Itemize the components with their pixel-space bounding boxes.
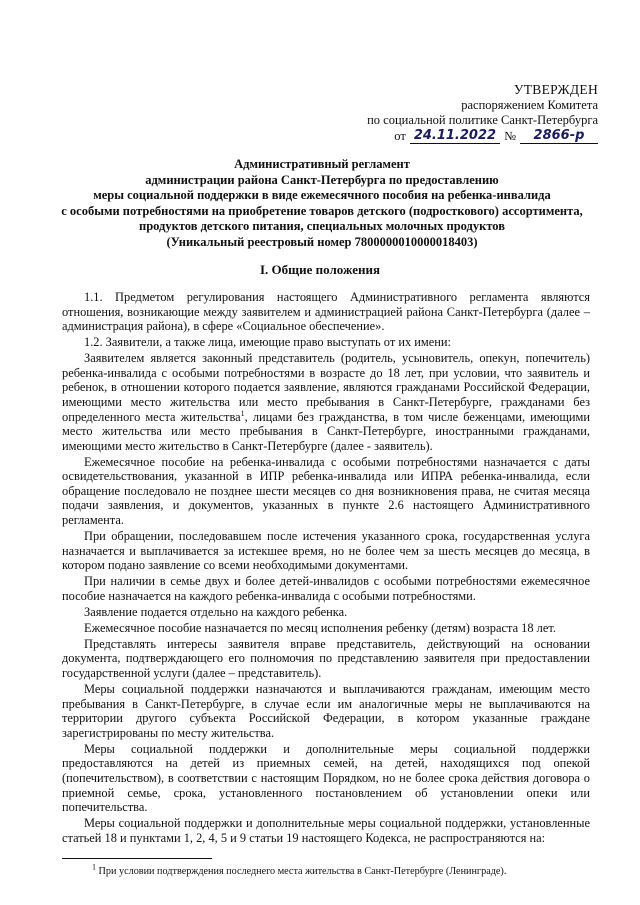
paragraph-text-tail: , лицами без гражданства, в том числе беженцами, имеющими место жительства или место пребывания в Санкт-Петербурге, иностранными гражданами, имеющими место жительство в Санкт-Петербурге (далее - заявитель). — [62, 409, 590, 453]
title-line: администрации района Санкт-Петербурга по предоставлению — [145, 172, 499, 187]
paragraph — [62, 351, 590, 453]
paragraph: Меры социальной поддержки и дополнительные меры социальной поддержки предоставляются на детей из приемных семей, на детей, находящихся под опекой (попечительством), в соответствии с настоящим Порядком, но не более срока действия договора о приемной семье, срока, установленного постановлением об установлении опеки или попечительства. — [62, 741, 590, 815]
footnote — [92, 862, 507, 877]
approval-date-line — [308, 129, 598, 145]
title-line: (Уникальный реестровый номер 7800000010000018403) — [166, 234, 478, 249]
paragraph: 1.1. Предметом регулирования настоящего Административного регламента являются отношения, возникающие между заявителем и администрацией района Санкт-Петербурга (далее – администрация района), в сфере «Социальное обеспечение». — [62, 290, 590, 334]
title-line: Административный регламент — [234, 157, 410, 171]
handwritten-date: 24.11.2022 — [410, 129, 500, 144]
approval-stamp-block — [308, 82, 598, 144]
title-line: продуктов детского питания, специальных молочных продуктов — [139, 219, 505, 234]
approval-line-1: распоряжением Комитета — [461, 97, 598, 112]
document-body — [62, 290, 590, 847]
regulation-title — [22, 157, 622, 251]
title-line: с особыми потребностями на приобретение товаров детского (подросткового) ассортимента, — [61, 203, 583, 218]
paragraph-text: Заявителем является законный представитель (родитель, усыновитель, опекун, попечитель) ребенка-инвалида с особыми потребностями в возрасте до 18 лет, при условии, что заявитель и ребенок, в отношении которого подается заявление, являются гражданами Российской Федерации, имеющими место жительства или место пребывания в Санкт-Петербурге, гражданами без определенного места жительства — [62, 351, 590, 424]
handwritten-number: 2866-р — [520, 129, 598, 144]
title-line: меры социальной поддержки в виде ежемесячного пособия на ребенка-инвалида — [93, 188, 551, 203]
paragraph: Заявление подается отдельно на каждого ребенка. — [84, 604, 348, 619]
paragraph: Меры социальной поддержки и дополнительные меры социальной поддержки, установленные статьей 18 и пунктами 1, 2, 4, 5 и 9 статьи 19 настоящего Кодекса, не распространяются на: — [62, 816, 590, 845]
footnote-mark: 1 — [92, 862, 96, 872]
paragraph: При обращении, последовавшем после истечения указанного срока, государственная услуга назначается и выплачивается за истекшее время, но не более чем за шесть месяцев до месяца, в котором подано заявление со всеми необходимыми документами. — [62, 529, 590, 573]
date-prefix: от — [394, 128, 406, 143]
paragraph: 1.2. Заявители, а также лица, имеющие право выступать от их имени: — [84, 335, 451, 350]
paragraph: Представлять интересы заявителя вправе представитель, действующий на основании документа, подтверждающего его полномочия по представлению заявителя при предоставлении государственной услуги (далее – представитель). — [62, 636, 590, 680]
paragraph: При наличии в семье двух и более детей-инвалидов с особыми потребностями ежемесячное пособие назначается на каждого ребенка-инвалида с особыми потребностями. — [62, 574, 590, 603]
paragraph: Ежемесячное пособие назначается по месяц исполнения ребенку (детям) возраста 18 лет. — [84, 620, 556, 635]
footnote-divider — [62, 858, 212, 859]
approval-title: УТВЕРЖДЕН — [513, 82, 598, 97]
approval-line-2: по социальной политике Санкт-Петербурга — [367, 113, 598, 127]
footnote-text: При условии подтверждения последнего места жительства в Санкт-Петербурге (Ленинграде). — [98, 866, 507, 877]
footnote-reference: 1 — [240, 408, 245, 418]
paragraph: Меры социальной поддержки назначаются и выплачиваются гражданам, имеющим место пребывания в Санкт-Петербурге, в случае если им аналогичные меры не выплачиваются на территории другого субъекта Российской Федерации, в котором указанные граждане зарегистрированы по месту жительства. — [62, 681, 590, 740]
number-sign: № — [504, 128, 516, 143]
section-heading: I. Общие положения — [260, 262, 380, 277]
paragraph: Ежемесячное пособие на ребенка-инвалида с особыми потребностями назначается с даты освидетельствования, указанной в ИПР ребенка-инвалида или ИПРА ребенка-инвалида, если обращение последовало не позднее шести месяцев со дня возникновения права, не считая месяца подачи заявления, и документов, указанных в пункте 2.6 настоящего Административного регламента. — [62, 454, 590, 528]
